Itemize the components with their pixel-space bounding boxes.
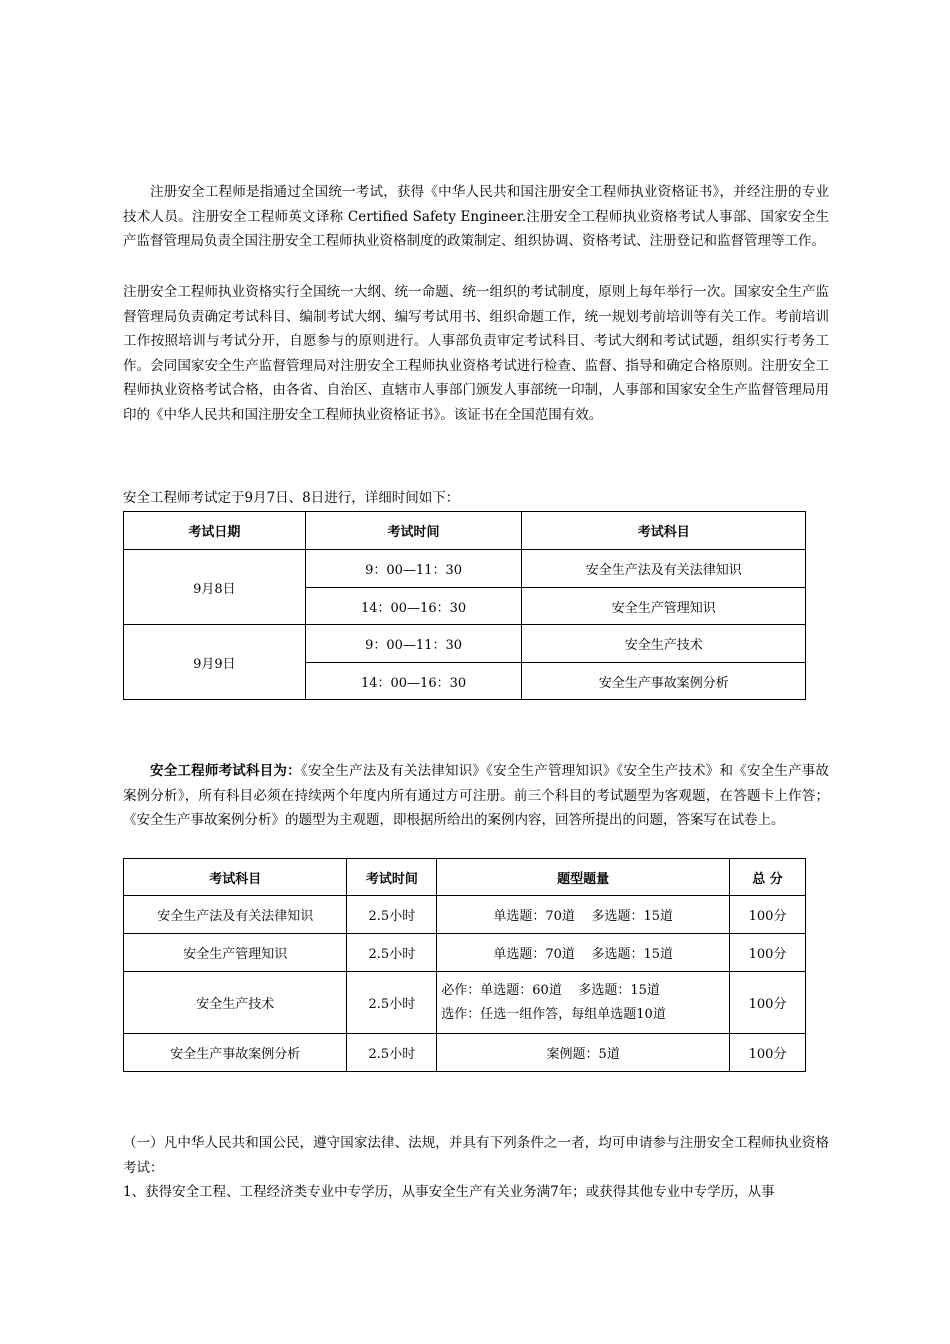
- question-type-cell: 案例题：5道: [437, 1034, 730, 1072]
- exam-subject-cell: 安全生产技术: [522, 625, 806, 663]
- exam-date-cell: 9月9日: [124, 625, 306, 700]
- time-cell: 2.5小时: [347, 896, 437, 934]
- table-row: [124, 625, 806, 663]
- subject-cell: 安全生产法及有关法律知识: [124, 896, 347, 934]
- schedule-caption: 安全工程师考试定于9月7日、8日进行，详细时间如下：: [123, 490, 460, 506]
- exam-time-cell: 9：00—11：30: [305, 550, 522, 588]
- exam-subject-cell: 安全生产事故案例分析: [522, 663, 806, 700]
- exam-time-cell: 14：00—16：30: [305, 588, 522, 625]
- subject-cell: 安全生产技术: [124, 972, 347, 1034]
- intro-paragraph-2: 注册安全工程师执业资格实行全国统一大纲、统一命题、统一组织的考试制度，原则上每年举行一次。国家安全生产监督管理局负责确定考试科目、编制考试大纲、编写考试用书、组织命题工作，统一规划考前培训等有关工作。考前培训工作按照培训与考试分开，自愿参与的原则进行。人事部负责审定考试科目、考试大纲和考试试题，组织实行考务工作。会同国家安全生产监督管理局对注册安全工程师执业资格考试进行检查、监督、指导和确定合格原则。注册安全工程师执业资格考试合格，由各省、自治区、直辖市人事部门颁发人事部统一印制，人事部和国家安全生产监督管理局用印的《中华人民共和国注册安全工程师执业资格证书》。该证书在全国范围有效。: [123, 284, 829, 423]
- header-exam-date: 考试日期: [124, 512, 306, 550]
- question-type-line-elective: 选作：任选一组作答，每组单选题10道: [441, 1006, 666, 1022]
- table-row: [124, 550, 806, 588]
- header-exam-subject: 考试科目: [522, 512, 806, 550]
- time-cell: 2.5小时: [347, 934, 437, 972]
- intro-paragraph-1: 注册安全工程师是指通过全国统一考试，获得《中华人民共和国注册安全工程师执业资格证书》，并经注册的专业技术人员。注册安全工程师英文译称 Certified Safety Engineer.注册安全工程师执业资格考试人事部、国家安全生产监督管理局负责全国注册安全工程师执业资格制度的政策制定、组织协调、资格考试、注册登记和监督管理等工作。: [123, 184, 829, 249]
- subjects-paragraph: [123, 759, 829, 833]
- subjects-table: [123, 858, 806, 1072]
- table-row: [124, 934, 806, 972]
- exam-subject-cell: 安全生产管理知识: [522, 588, 806, 625]
- subjects-body: 《安全生产法及有关法律知识》《安全生产管理知识》《安全生产技术》和《安全生产事故案例分析》，所有科目必须在持续两个年度内所有通过方可注册。前三个科目的考试题型为客观题，在答题卡上作答；《安全生产事故案例分析》的题型为主观题，即根据所给出的案例内容，回答所提出的问题，答案写在试卷上。: [123, 763, 830, 828]
- question-type-line-required: 必作：单选题：60道 多选题：15道: [441, 982, 660, 998]
- score-cell: 100分: [730, 934, 806, 972]
- subject-cell: 安全生产管理知识: [124, 934, 347, 972]
- time-cell: 2.5小时: [347, 972, 437, 1034]
- score-cell: 100分: [730, 896, 806, 934]
- schedule-table: [123, 511, 806, 700]
- exam-subject-cell: 安全生产法及有关法律知识: [522, 550, 806, 588]
- table-row: [124, 1034, 806, 1072]
- score-cell: 100分: [730, 972, 806, 1034]
- score-cell: 100分: [730, 1034, 806, 1072]
- exam-time-cell: 14：00—16：30: [305, 663, 522, 700]
- requirements-paragraph-2: 1、获得安全工程、工程经济类专业中专学历，从事安全生产有关业务满7年；或获得其他专业中专学历，从事: [123, 1184, 775, 1200]
- table-row: [124, 972, 806, 1034]
- header-time: 考试时间: [347, 859, 437, 896]
- requirements-paragraph-1: （一）凡中华人民共和国公民，遵守国家法律、法规，并具有下列条件之一者，均可申请参与注册安全工程师执业资格考试：: [123, 1135, 829, 1176]
- subjects-lead: 安全工程师考试科目为：: [150, 763, 301, 779]
- header-subject: 考试科目: [124, 859, 347, 896]
- exam-date-cell: 9月8日: [124, 550, 306, 625]
- subject-cell: 安全生产事故案例分析: [124, 1034, 347, 1072]
- header-question-type: 题型题量: [437, 859, 730, 896]
- header-exam-time: 考试时间: [305, 512, 522, 550]
- question-type-cell: 单选题：70道 多选题：15道: [437, 934, 730, 972]
- header-total-score: 总 分: [730, 859, 806, 896]
- exam-time-cell: 9：00—11：30: [305, 625, 522, 663]
- time-cell: 2.5小时: [347, 1034, 437, 1072]
- question-type-cell: [437, 972, 730, 1034]
- table-header-row: [124, 859, 806, 896]
- table-row: [124, 896, 806, 934]
- table-header-row: [124, 512, 806, 550]
- question-type-cell: 单选题：70道 多选题：15道: [437, 896, 730, 934]
